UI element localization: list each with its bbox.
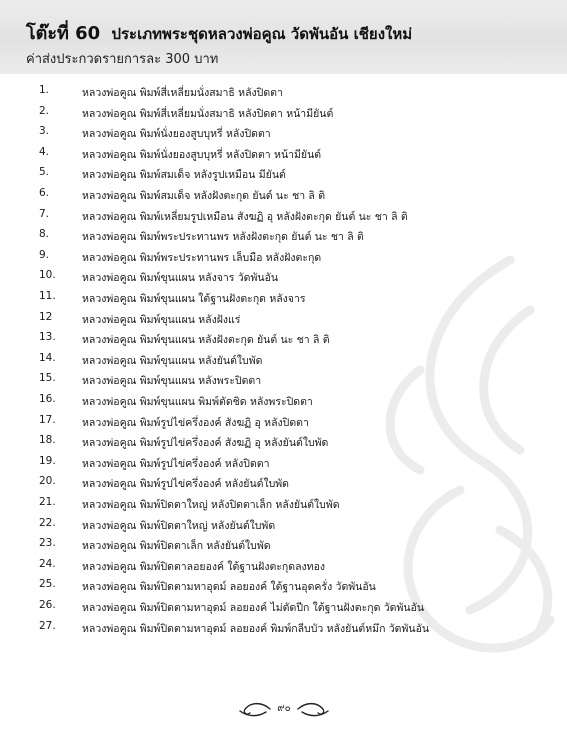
list-item (0, 537, 567, 557)
item-number: 24. (39, 557, 56, 570)
list-item (0, 455, 567, 475)
item-number: 18. (39, 434, 56, 447)
item-number: 10. (39, 269, 56, 282)
item-number: 15. (39, 372, 56, 385)
item-text: หลวงพ่อคูณ พิมพ์ขุนแผน หลังจาร วัดพันอัน (82, 272, 279, 285)
list-item (0, 208, 567, 228)
list-item (0, 84, 567, 104)
list-item (0, 393, 567, 413)
item-text: หลวงพ่อคูณ พิมพ์สี่เหลี่ยมนั่งสมาธิ หลังปิดตา (82, 87, 283, 99)
footer-ornament (236, 698, 332, 720)
item-text: หลวงพ่อคูณ พิมพ์ขุนแผน หลังฝังแร่ (82, 313, 241, 326)
item-text: หลวงพ่อคูณ พิมพ์สี่เหลี่ยมนั่งสมาธิ หลังปิดตา หน้ามียันต์ (82, 107, 334, 120)
item-text: หลวงพ่อคูณ พิมพ์รูปไข่ครึ่งองค์ หลังปิดตา (82, 457, 270, 470)
item-text: หลวงพ่อคูณ พิมพ์พระประทานพร เล็บมือ หลังฝังตะกุด (82, 251, 322, 264)
item-text: หลวงพ่อคูณ พิมพ์สมเด็จ หลังฝังตะกุด ยันต์ นะ ชา ลิ ติ (82, 190, 326, 202)
item-text: หลวงพ่อคูณ พิมพ์พระประทานพร หลังฝังตะกุด ยันต์ นะ ชา ลิ ติ (82, 231, 364, 244)
item-number: 23. (39, 537, 56, 550)
list-item (0, 166, 567, 186)
list-item (0, 599, 567, 619)
list-item (0, 496, 567, 516)
item-number: 2. (39, 104, 50, 117)
item-number: 13. (39, 331, 56, 344)
item-number: 1. (39, 84, 50, 96)
item-number: 12 (39, 310, 53, 323)
item-number: 7. (39, 207, 50, 220)
list-item (0, 620, 567, 640)
page-title (26, 18, 412, 47)
item-number: 27. (39, 619, 56, 632)
list-item (0, 269, 567, 289)
item-text: หลวงพ่อคูณ พิมพ์ปิดตาใหญ่ หลังยันต์ใบพัด (82, 519, 276, 532)
item-text: หลวงพ่อคูณ พิมพ์ขุนแผน พิมพ์ตัดชิด หลังพระปิดตา (82, 396, 313, 408)
page-number: ๙๐ (277, 703, 291, 714)
item-text: หลวงพ่อคูณ พิมพ์ปิดตาใหญ่ หลังปิดตาเล็ก หลังยันต์ใบพัด (82, 499, 340, 511)
list-item (0, 290, 567, 310)
item-number: 25. (39, 578, 56, 591)
item-text: หลวงพ่อคูณ พิมพ์ปิดตามหาอุดม์ ลอยองค์ ใต้ฐานอุดครั่ง วัดพันอัน (82, 581, 376, 594)
list-item (0, 578, 567, 598)
item-number: 5. (39, 166, 50, 179)
item-text: หลวงพ่อคูณ พิมพ์ปิดตาลอยองค์ ใต้ฐานฝังตะกุดลงทอง (82, 560, 326, 573)
list-item (0, 414, 567, 434)
list-item (0, 311, 567, 331)
item-number: 19. (39, 454, 56, 467)
item-number: 6. (39, 187, 50, 199)
item-text: หลวงพ่อคูณ พิมพ์สมเด็จ หลังรูปเหมือน มียันต์ (82, 169, 286, 182)
list-item (0, 228, 567, 248)
item-number: 17. (39, 413, 56, 426)
item-number: 8. (39, 228, 50, 241)
list-item (0, 558, 567, 578)
item-text: หลวงพ่อคูณ พิมพ์นั่งยองสูบบุหรี่ หลังปิดตา หน้ามียันต์ (82, 148, 322, 161)
item-number: 21. (39, 496, 56, 508)
item-text: หลวงพ่อคูณ พิมพ์นั่งยองสูบบุหรี่ หลังปิดตา (82, 128, 271, 141)
list-item (0, 352, 567, 372)
item-text: หลวงพ่อคูณ พิมพ์ปิดตามหาอุดม์ ลอยองค์ พิมพ์กลีบบัว หลังยันต์หมึก วัดพันอัน (82, 622, 430, 635)
list-item (0, 125, 567, 145)
category-title: ประเภทพระชุดหลวงพ่อคูณ วัดพันอัน เชียงใหม่ (111, 25, 413, 43)
list-item (0, 187, 567, 207)
item-text: หลวงพ่อคูณ พิมพ์ขุนแผน ใต้ฐานฝังตะกุด หลังจาร (82, 293, 306, 305)
header-band (0, 0, 567, 74)
item-number: 14. (39, 351, 56, 364)
item-number: 4. (39, 145, 50, 158)
item-number: 3. (39, 125, 50, 138)
item-text: หลวงพ่อคูณ พิมพ์รูปไข่ครึ่งองค์ สังฆฏิ อุ หลังปิดตา (82, 416, 309, 429)
item-number: 9. (39, 248, 50, 261)
item-text: หลวงพ่อคูณ พิมพ์รูปไข่ครึ่งองค์ หลังยันต์ใบพัด (82, 478, 289, 491)
item-text: หลวงพ่อคูณ พิมพ์ขุนแผน หลังยันต์ใบพัด (82, 354, 263, 367)
list-item (0, 249, 567, 269)
item-number: 16. (39, 393, 56, 405)
list-item (0, 517, 567, 537)
item-text: หลวงพ่อคูณ พิมพ์เหลี่ยมรูปเหมือน สังฆฏิ อุ หลังฝังตะกุด ยันต์ นะ ชา ลิ ติ (82, 210, 408, 223)
item-text: หลวงพ่อคูณ พิมพ์ปิดตาเล็ก หลังยันต์ใบพัด (82, 540, 271, 553)
item-text: หลวงพ่อคูณ พิมพ์ปิดตามหาอุดม์ ลอยองค์ ไม่ตัดปีก ใต้ฐานฝังตะกุด วัดพันอัน (82, 602, 425, 614)
item-text: หลวงพ่อคูณ พิมพ์ขุนแผน หลังฝังตะกุด ยันต์ นะ ชา ลิ ติ (82, 334, 330, 347)
list-item (0, 434, 567, 454)
list-item (0, 331, 567, 351)
item-number: 11. (39, 290, 56, 302)
list-item (0, 146, 567, 166)
item-text: หลวงพ่อคูณ พิมพ์ขุนแผน หลังพระปิดตา (82, 375, 262, 388)
item-text: หลวงพ่อคูณ พิมพ์รูปไข่ครึ่งองค์ สังฆฏิ อุ หลังยันต์ใบพัด (82, 437, 329, 450)
item-number: 20. (39, 475, 56, 488)
table-number: โต๊ะที่ 60 (26, 23, 101, 44)
list-item (0, 475, 567, 495)
list-item (0, 372, 567, 392)
item-number: 26. (39, 599, 56, 611)
list-item (0, 105, 567, 125)
entry-fee: ค่าส่งประกวดรายการละ 300 บาท (26, 52, 219, 67)
item-number: 22. (39, 516, 56, 529)
